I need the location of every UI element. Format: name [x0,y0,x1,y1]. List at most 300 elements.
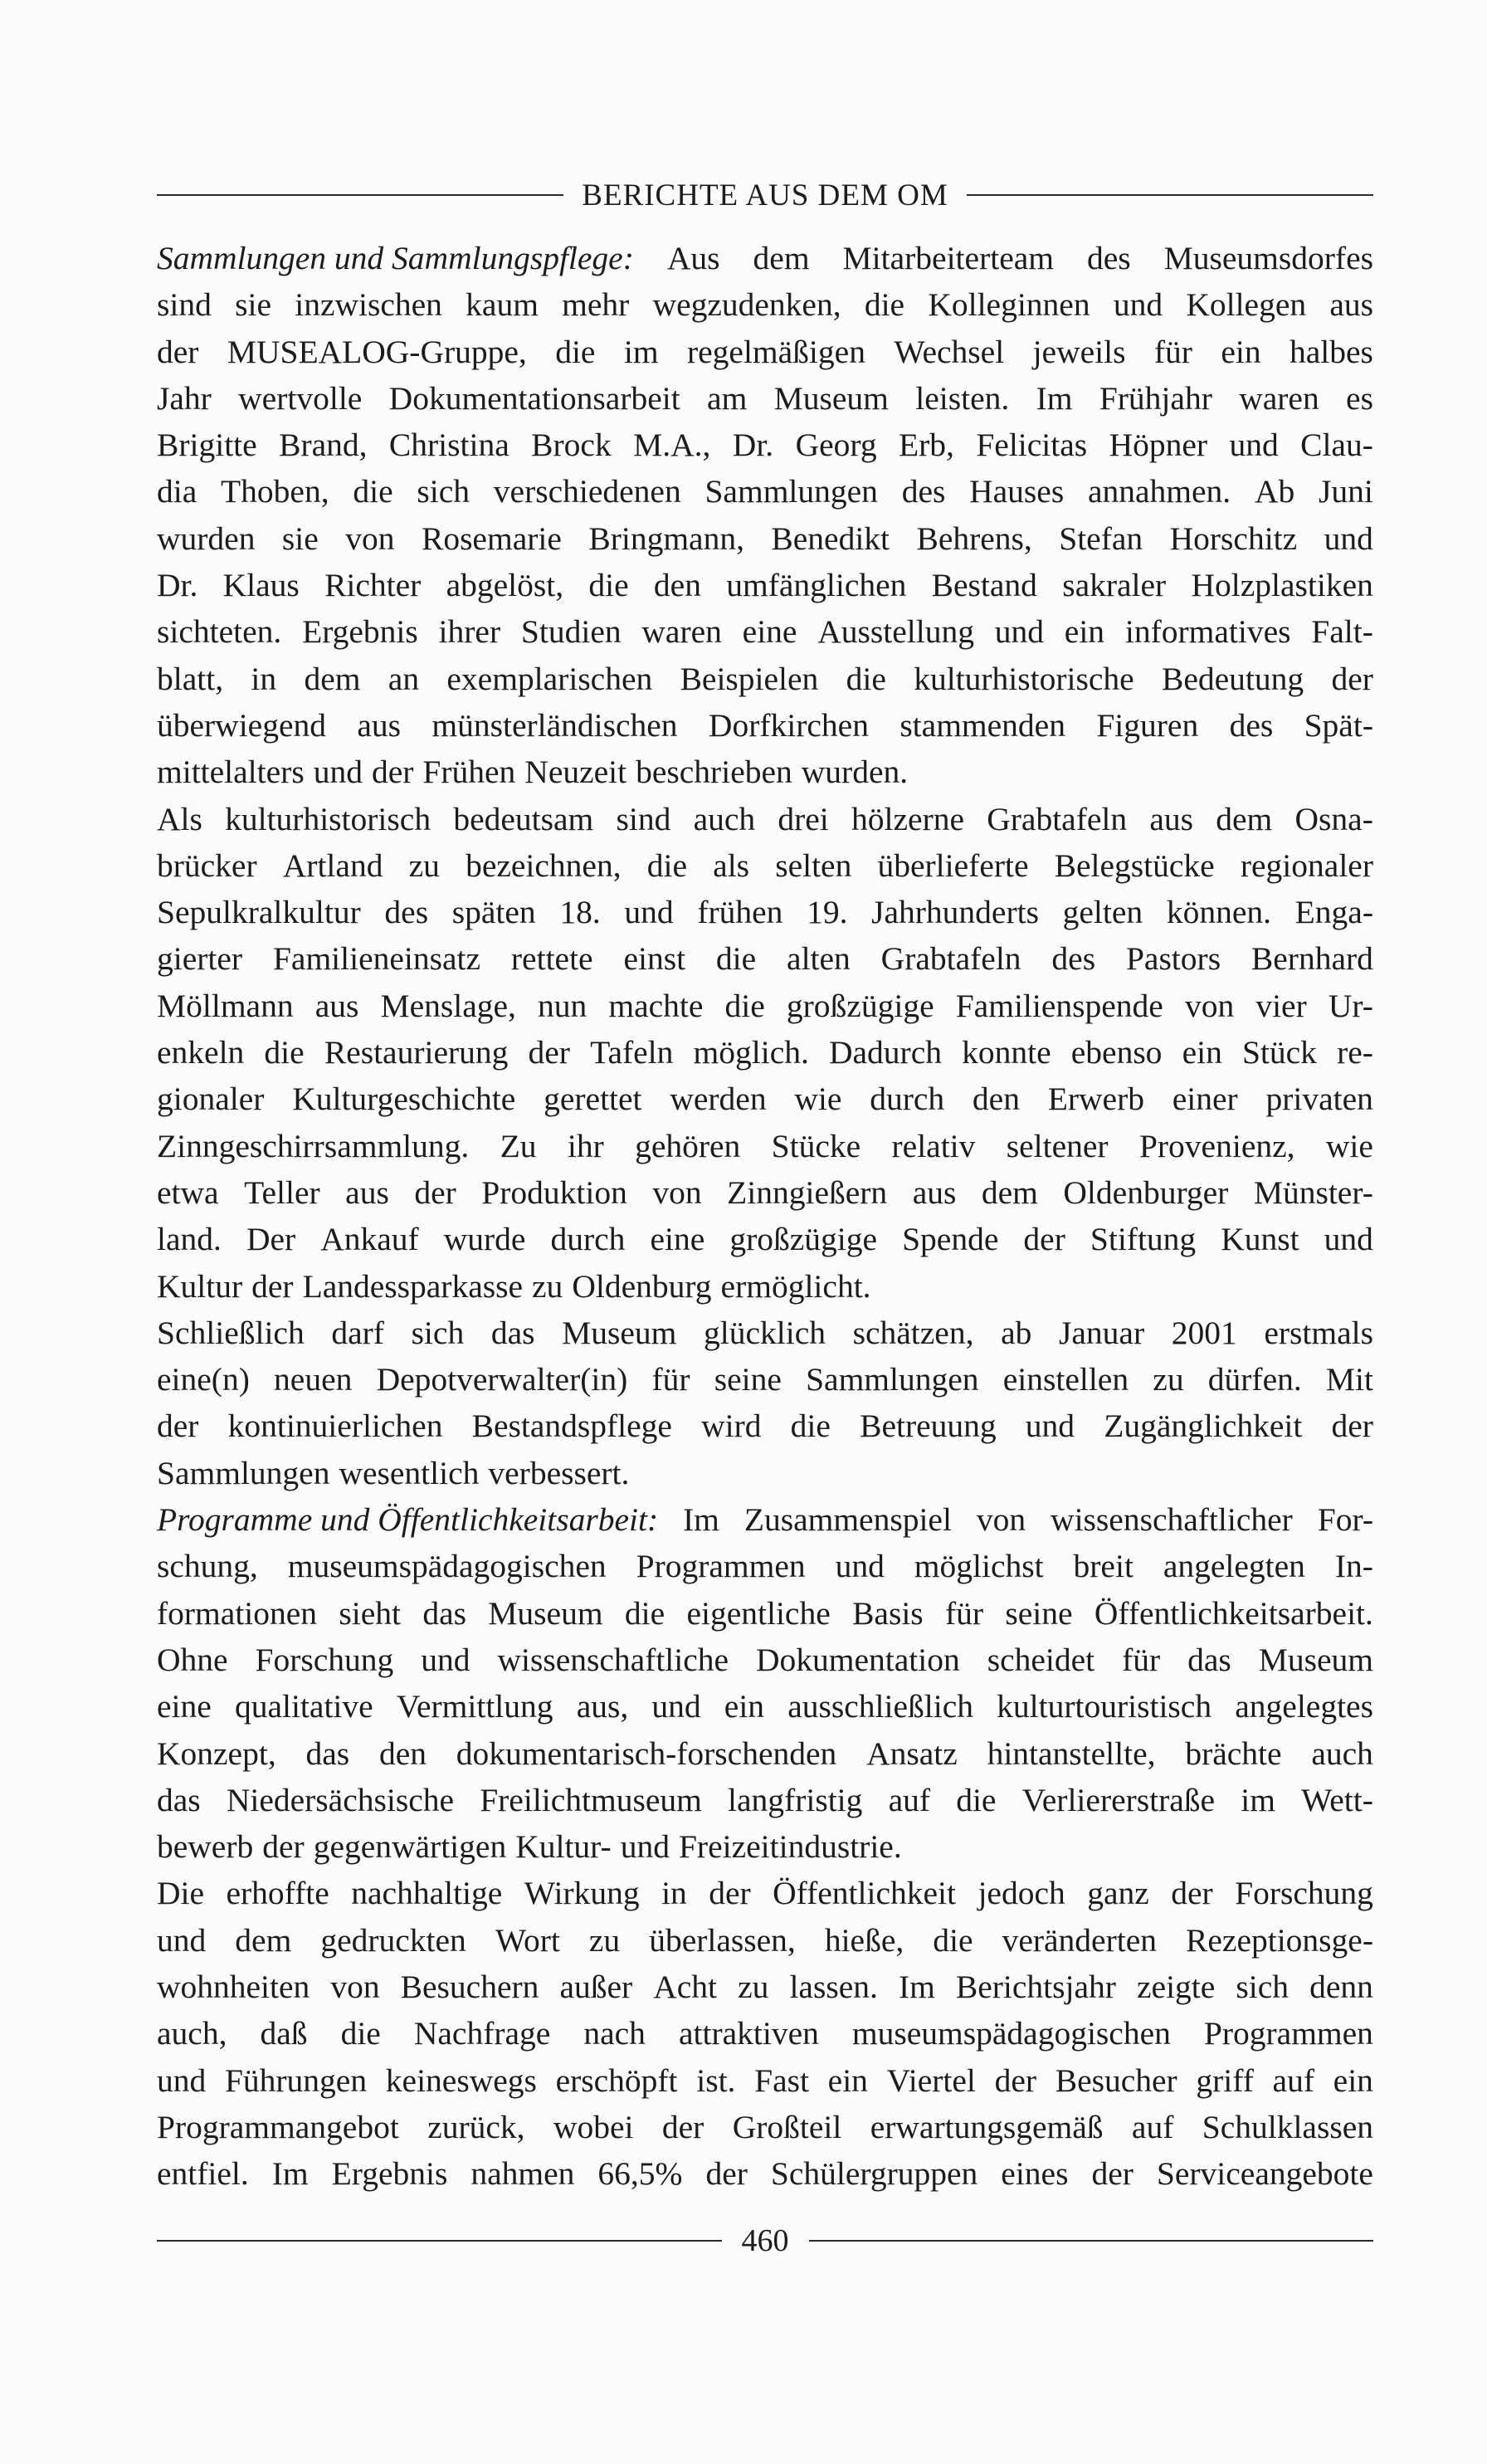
word: sie [281,520,319,557]
word: zu [408,847,440,884]
word: den [653,567,701,604]
word: Felicitas [976,427,1088,464]
word: Pastors [1125,940,1221,978]
word: Schülergruppen [770,2155,978,2193]
word: aus [345,1173,389,1211]
word: selten [775,847,852,884]
word: 18. [559,894,601,931]
word: halbes [1290,333,1373,370]
word: für [1122,1641,1161,1678]
word: wurde [443,1221,526,1258]
word: Öffentlichkeit [773,1875,956,1912]
text-line [157,1076,1373,1122]
word: Im [1036,379,1073,417]
word: Frühjahr [1099,379,1212,417]
word: nun [538,987,587,1024]
word: Horschitz [1169,520,1298,557]
word: Beispielen [680,660,819,697]
word: Museum [488,1594,603,1632]
word: ein [1333,2061,1373,2099]
text-line [157,1310,1373,1356]
word: eine [742,613,797,651]
word: Basis [852,1594,924,1632]
word: aus [314,987,359,1024]
word: dem [1216,800,1273,837]
word: erhoffte [226,1875,329,1912]
word: eine(n) [157,1361,250,1398]
word: möglich. [693,1034,809,1071]
word: Wort [495,1921,560,1959]
word: Erb, [898,427,954,464]
word: wie [1325,1127,1373,1164]
text-line [157,562,1373,608]
word: 66,5% [597,2155,683,2193]
word: Betreuung [860,1408,997,1445]
word: wertvolle [238,379,363,417]
word: die [715,940,757,978]
word: durch [870,1081,945,1118]
word: Artland [282,847,383,884]
text-line [157,1029,1373,1076]
word: waren [641,613,722,651]
word: das [1187,1641,1231,1678]
text-line [157,1543,1373,1589]
word: wie [794,1081,842,1118]
word: einstellen [1002,1361,1129,1398]
word: und [651,1688,701,1725]
text-line [157,2057,1373,2104]
word: schätzen, [852,1314,974,1351]
word: rettete [510,940,593,978]
word: entfiel. [157,2155,249,2193]
word: der [661,2108,704,2145]
word: Jahrhunderts [871,894,1039,931]
word: in [251,660,277,697]
word: für [1153,333,1192,370]
word: der [1171,1875,1213,1912]
word: Landessparkasse [302,1267,524,1305]
word: dem [981,1173,1038,1211]
word: zurück, [427,2108,525,2145]
word: Zu [500,1127,537,1164]
word: umfänglichen [726,567,907,604]
word: erstmals [1264,1314,1373,1351]
word: Januar [1059,1314,1145,1351]
word: gedruckten [320,1921,466,1959]
word: der [1331,660,1373,697]
word: sich [1236,1968,1289,2005]
word: Dr. [157,567,198,604]
word: Frühen [422,754,516,791]
word: für [945,1594,984,1632]
word: ihrer [438,613,501,651]
word: beschrieben [636,754,792,791]
word: Osna- [1294,800,1373,837]
word: des [384,894,429,931]
word: gerettet [544,1081,642,1118]
word: Provenienz, [1138,1127,1295,1164]
word: Rosemarie [421,520,562,557]
word: Aus [666,240,720,276]
word: privaten [1265,1081,1373,1118]
word: eigentliche [686,1594,831,1632]
word: mehr [562,286,630,324]
word: von [652,1173,702,1211]
word: Clau- [1300,427,1373,464]
word: die [353,473,393,510]
word: den [972,1081,1020,1118]
word: stammenden [900,706,1065,744]
word: Im [898,1968,935,2005]
word: möglichst [914,1548,1044,1585]
word: kaum [466,286,539,324]
text-line [157,1964,1373,2010]
word: die [646,847,687,884]
word: bewerb [157,1828,254,1866]
word: vier [1255,987,1307,1024]
word: land. [157,1221,222,1258]
word: wurden. [801,754,909,791]
word: eines [1001,2155,1069,2193]
word: überlieferte [877,847,1029,884]
word: wesentlich [339,1454,480,1491]
word: sind [157,286,212,324]
word: im [623,333,659,370]
footer-rule-right [809,2240,1374,2242]
word: wird [701,1408,762,1445]
word: Familieneinsatz [272,940,481,978]
word: Stücke [771,1127,861,1164]
word: schung, [157,1548,258,1585]
word: Tafeln [590,1034,674,1071]
text-line [157,889,1373,935]
word: der [1091,2155,1134,2193]
word: ab [1001,1314,1032,1351]
word: verbessert. [488,1454,630,1491]
word: nach [583,2015,646,2052]
word: Spät- [1304,706,1373,744]
word: sieht [339,1594,401,1632]
paragraph [157,1310,1373,1496]
word: abgelöst, [446,567,564,604]
word: außer [559,1968,633,2005]
word: es [1346,379,1373,417]
word: zu [738,1968,769,2005]
word: Dr. [732,427,774,464]
word: Thoben, [221,473,329,510]
word: Studien [520,613,622,651]
word: zu [588,1921,621,1959]
word: ist. [696,2061,736,2099]
text-line [157,1823,1373,1870]
word: von [330,1968,380,2005]
word: Programmen [636,1548,806,1585]
word: konnte [962,1034,1051,1071]
word: 19. [807,894,848,931]
word: museumspädagogischen [851,2015,1171,2052]
word: überlassen, [649,1921,796,1959]
word: der [528,1034,570,1071]
word: in [661,1875,687,1912]
word: sichteten. [157,613,282,651]
word: die [555,333,596,370]
word: großzügige [786,987,934,1024]
word: dem [235,1921,292,1959]
word: Bedeutung [1162,660,1304,697]
word: bedeutsam [453,800,594,837]
word: scheidet [987,1641,1095,1678]
word: durch [550,1221,626,1258]
word: Erwerb [1047,1081,1144,1118]
word: ermöglicht. [720,1267,871,1305]
word: wohnheiten [157,1968,310,2005]
word: Wechsel [894,333,1005,370]
word: Falt- [1311,613,1373,651]
word: großzügige [729,1221,878,1258]
running-header [157,170,1373,220]
word: von [976,1501,1026,1539]
word: Holzplastiken [1191,567,1373,604]
word: Dorfkirchen [708,706,869,744]
word: das [157,1781,201,1818]
word: Programmen [1203,2015,1373,2052]
word: der [1023,1221,1065,1258]
word: zu [1153,1361,1184,1398]
word: exemplarischen [446,660,653,697]
word: die [846,660,886,697]
word: Stück [1241,1034,1317,1071]
word: seine [1005,1594,1073,1632]
word: die [956,1781,997,1818]
word: wissenschaftliche [497,1641,729,1678]
word: langfristig [728,1781,863,1818]
word: Sammlungen [806,1361,979,1398]
word: Museumsdorfes [1163,240,1373,276]
word: Kunst [1221,1221,1299,1258]
word: sakraler [1062,567,1167,604]
word: der [251,1267,294,1305]
word: glücklich [703,1314,826,1351]
word: der [371,754,414,791]
word: gehören [635,1127,741,1164]
word: Richter [324,567,422,604]
word: Brock [531,427,612,464]
word: überwiegend [157,706,326,744]
word: Ergebnis [302,613,418,651]
word: Besuchern [400,1968,539,2005]
word: und [1229,427,1279,464]
word: ihr [567,1127,604,1164]
word: Restaurierung [324,1034,509,1071]
section-heading: Programme und Öffentlichkeitsarbeit: [157,1501,659,1539]
word: qualitative [234,1688,373,1725]
word: Enga- [1294,894,1373,931]
word: gegenwärtigen [313,1828,507,1866]
text-line [157,1730,1373,1777]
word: Mitarbeiterteam [842,240,1054,276]
text-line [157,1496,1373,1543]
word: Programmangebot [157,2108,399,2145]
word: Kollegen [1186,286,1307,324]
word: ein [827,2061,868,2099]
text-line [157,1637,1373,1683]
word: der [705,2155,748,2193]
word: können. [1166,894,1271,931]
word: dokumentarisch-forschenden [456,1735,837,1772]
word: drei [778,800,829,837]
word: einer [1172,1081,1238,1118]
word: Ur- [1328,987,1373,1024]
word: Fast [754,2061,809,2099]
word: Kolleginnen [928,286,1090,324]
word: die [264,1034,305,1071]
word: Verliererstraße [1021,1781,1216,1818]
word: erwartungsgemäß [870,2108,1104,2145]
word: Wett- [1301,1781,1373,1818]
word: Forschung [1235,1875,1373,1912]
word: Öffentlichkeitsarbeit. [1094,1594,1373,1632]
word: formationen [157,1594,318,1632]
word: Brigitte [157,427,257,464]
word: die [864,286,905,324]
word: Münster- [1253,1173,1373,1211]
word: hieße, [824,1921,904,1959]
word: Museum [1258,1641,1373,1678]
word: Ergebnis [331,2155,448,2193]
word: Juni [1319,473,1373,510]
text-line [157,656,1373,702]
word: annahmen. [1087,473,1231,510]
word: Höpner [1109,427,1208,464]
word: Im [683,1501,719,1539]
word: blatt, [157,660,224,697]
text-line [157,2104,1373,2150]
word: lassen. [789,1968,878,2005]
word: Christina [388,427,509,464]
word: griff [1196,2061,1254,2099]
word: regelmäßigen [686,333,865,370]
word: seine [714,1361,782,1398]
word: an [388,660,420,697]
word: Ausstellung [817,613,974,651]
text-line [157,983,1373,1029]
text-line [157,375,1373,422]
word: M.A., [633,427,711,464]
word: des [901,473,946,510]
word: Belegstücke [1054,847,1215,884]
word: Nachfrage [413,2015,551,2052]
word: das [422,1594,466,1632]
word: des [1229,706,1274,744]
word: In- [1334,1548,1373,1585]
word: der [414,1173,456,1211]
word: aus [912,1173,957,1211]
word: MUSEALOG-Gruppe, [227,333,527,370]
text-line [157,1123,1373,1169]
word: leisten. [915,379,1010,417]
text-line [157,515,1373,562]
word: werden [670,1081,767,1118]
word: Die [157,1875,205,1912]
word: Oldenburg [572,1267,712,1305]
word: Grabtafeln [880,940,1021,978]
word: Zinngeschirrsammlung. [157,1127,470,1164]
word: der [157,333,199,370]
word: waren [1239,379,1319,417]
word: Zusammenspiel [744,1501,952,1539]
word: Freilichtmuseum [480,1781,702,1818]
word: Besucher [1055,2061,1177,2099]
word: nahmen [470,2155,575,2193]
word: und [994,613,1045,651]
word: Zugänglichkeit [1104,1408,1303,1445]
word: mittelalters [157,754,305,791]
word: und [620,1828,670,1866]
word: im [1241,1781,1275,1818]
text-line [157,935,1373,982]
word: Kultur- [515,1828,612,1866]
word: Bestand [931,567,1037,604]
word: Ankauf [320,1221,419,1258]
running-title: BERICHTE AUS DEM OM [582,178,948,212]
word: attraktiven [678,2015,819,2052]
word: keineswegs [385,2061,537,2099]
word: Serviceangebote [1156,2155,1373,2193]
word: Sammlungen [157,1454,330,1491]
word: kulturtouristisch [997,1688,1212,1725]
text-line [157,329,1373,375]
word: Familienspende [955,987,1163,1024]
word: und [1324,1221,1373,1258]
word: Produktion [481,1173,627,1211]
word: Kultur [157,1267,243,1305]
text-line [157,749,1373,795]
text-line [157,281,1373,328]
word: angelegten [1163,1548,1305,1585]
word: Bringmann, [588,520,744,557]
word: gelten [1062,894,1143,931]
word: dia [157,473,197,510]
word: ganz [1087,1875,1149,1912]
footer-rule-left [157,2240,722,2242]
text-line [157,1590,1373,1637]
word: Depotverwalter(in) [376,1361,628,1398]
word: einst [623,940,686,978]
word: und [1025,1408,1075,1445]
word: darf [331,1314,384,1351]
word: und [313,754,363,791]
word: sich [411,1314,465,1351]
word: verschiedenen [493,473,681,510]
word: Sepulkralkultur [157,894,361,931]
word: der [994,2061,1037,2099]
word: wissenschaftlicher [1051,1501,1293,1539]
word: und [1113,286,1163,324]
word: gionaler [157,1081,265,1118]
word: Teller [244,1173,320,1211]
word: Schulklassen [1202,2108,1373,2145]
word: Georg [795,427,877,464]
word: Berichtsjahr [955,1968,1116,2005]
word: Großteil [732,2108,842,2145]
word: Dokumentationsarbeit [388,379,680,417]
word: Möllmann [157,987,294,1024]
word: dem [304,660,361,697]
word: ein [1221,333,1261,370]
word: Kulturgeschichte [292,1081,516,1118]
word: Als [157,800,202,837]
word: Niedersächsische [226,1781,455,1818]
